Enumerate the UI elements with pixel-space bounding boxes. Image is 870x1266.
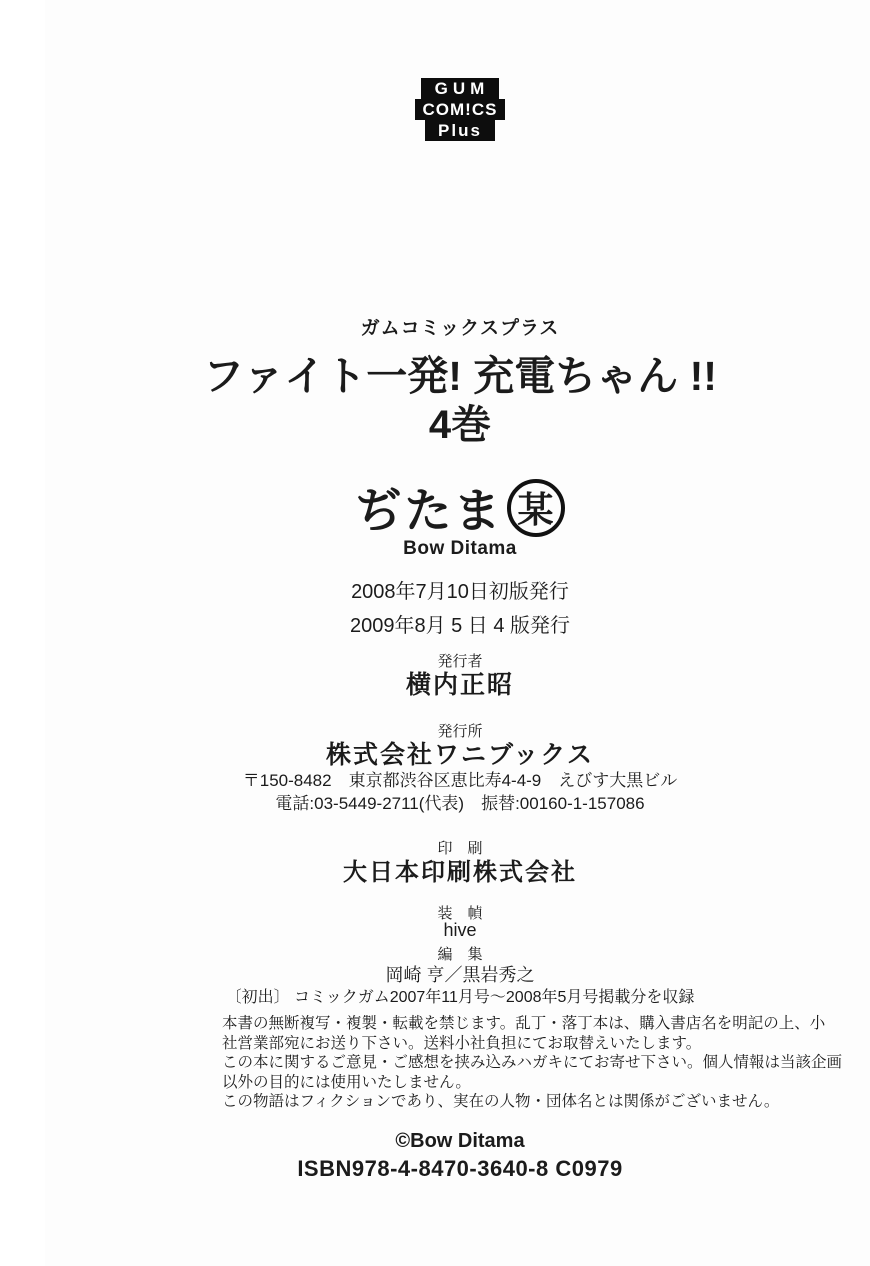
editing-role-label: 編 集	[437, 946, 483, 963]
legal-line: この本に関するご意見・ご感想を挟み込みハガキにてお寄せ下さい。個人情報は当該企画	[222, 1054, 843, 1072]
legal-line: 本書の無断複写・複製・転載を禁じます。乱丁・落丁本は、購入書店名を明記の上、小	[222, 1015, 826, 1032]
copyright-notice: ©Bow Ditama	[395, 1130, 525, 1152]
author-romanized: Bow Ditama	[403, 538, 517, 559]
logo-line-plus: Plus	[425, 120, 495, 141]
author-circled-char: 某	[507, 479, 565, 537]
publisher-name: 横内正昭	[405, 671, 514, 699]
publisher-role-label: 発行者	[437, 653, 483, 670]
printer-name: 大日本印刷株式会社	[343, 859, 577, 886]
logo-line-comics: COM!CS	[415, 99, 506, 120]
legal-line: 以外の目的には使用いたしません。	[222, 1073, 471, 1091]
volume-number: 4巻	[428, 403, 492, 447]
publishing-house-contacts: 電話:03-5449-2711(代表) 振替:00160-1-157086	[275, 794, 645, 813]
colophon-page	[45, 0, 870, 1266]
publishing-house-role-label: 発行所	[437, 723, 483, 740]
editors-names: 岡崎 亨／黒岩秀之	[385, 965, 535, 985]
publishing-house-name: 株式会社ワニブックス	[325, 741, 594, 769]
book-title: ファイト一発! 充電ちゃん !!	[203, 353, 717, 399]
legal-line: 社営業部宛にお送り下さい。送料小社負担にてお取替えいたします。	[222, 1034, 702, 1052]
design-role-label: 装 幀	[437, 905, 483, 922]
publishing-house-address: 〒150-8482 東京都渋谷区恵比寿4-4-9 えびす大黒ビル	[242, 771, 678, 790]
logo-line-gum: GUM	[421, 78, 500, 99]
first-edition-date: 2008年7月10日初版発行	[351, 581, 569, 603]
current-edition-date: 2009年8月 5 日 4 版発行	[349, 615, 571, 637]
first-publication-note: 〔初出〕 コミックガム2007年11月号〜2008年5月号掲載分を収録	[225, 989, 695, 1006]
legal-line: この物語はフィクションであり、実在の人物・団体名とは関係がございません。	[222, 1093, 780, 1111]
author-name-kana: ぢたま	[355, 484, 503, 537]
series-label: ガムコミックスプラス	[360, 318, 560, 339]
design-studio-name: hive	[443, 920, 477, 940]
legal-notice	[222, 1014, 843, 1112]
isbn-code: ISBN978-4-8470-3640-8 C0979	[297, 1156, 623, 1181]
printer-role-label: 印 刷	[437, 840, 483, 857]
author-name	[45, 474, 870, 541]
gum-comics-plus-logo	[45, 78, 870, 141]
